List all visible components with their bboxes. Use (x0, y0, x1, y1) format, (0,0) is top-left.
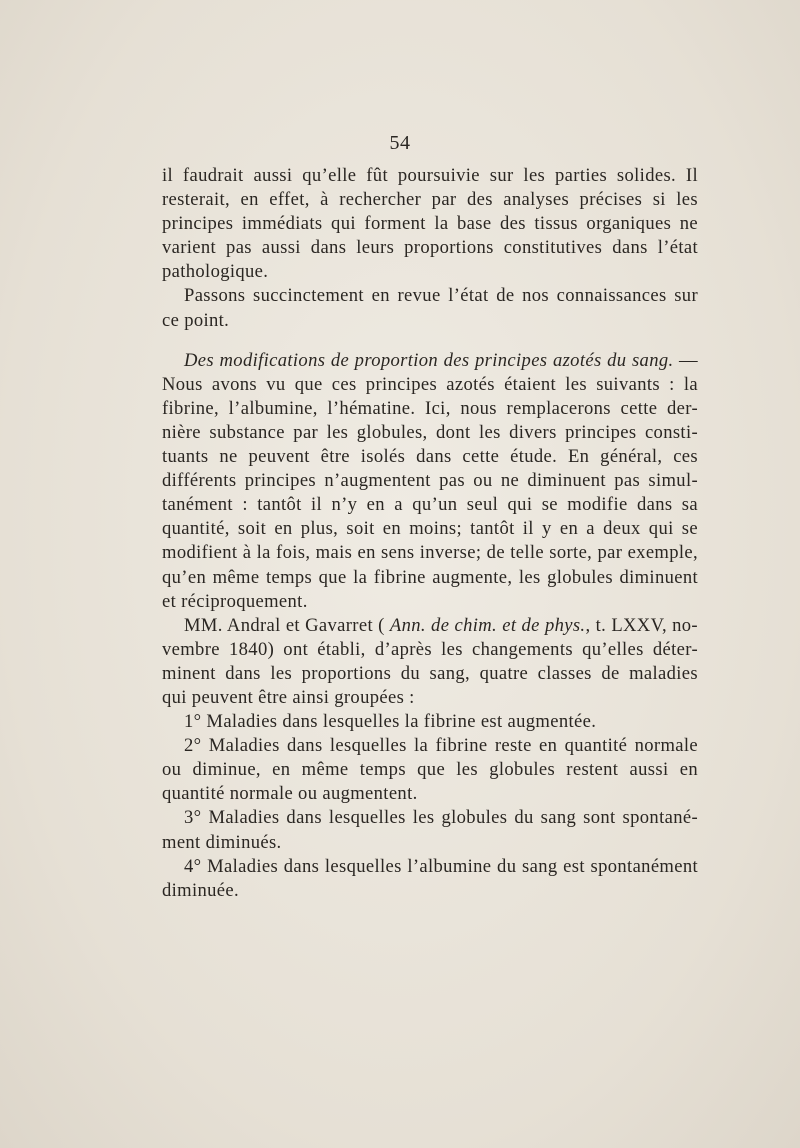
text-line: resterait, en effet, à rechercher par des analyses précises si les (162, 189, 698, 211)
heading-dash: — (673, 349, 698, 371)
citation-suffix: , t. LXXV, no- (585, 614, 698, 636)
list-item (162, 806, 698, 854)
page-number: 54 (389, 132, 411, 154)
text-line: modifient à la fois, mais en sens inverse; de telle sorte, par exemple, (162, 542, 698, 564)
text-line: ou diminue, en même temps que les globules restent aussi en (162, 759, 698, 781)
paragraph (162, 164, 698, 284)
body-text (162, 164, 698, 903)
text-line: tuants ne peuvent être isolés dans cette étude. En général, ces (162, 446, 698, 468)
section-paragraph (162, 349, 698, 614)
section-heading: Des modifications de proportion des principes azotés du sang. (184, 349, 674, 371)
text-line: il faudrait aussi qu’elle fût poursuivie sur les parties solides. Il (162, 165, 698, 186)
list-item (162, 855, 698, 903)
text-line: Nous avons vu que ces principes azotés étaient les suivants : la (162, 373, 698, 395)
paragraph (162, 284, 698, 332)
text-line: 3° Maladies dans lesquelles les globules du sang sont spontané- (184, 807, 698, 829)
text-line (162, 349, 698, 373)
text-line (162, 614, 698, 638)
text-line: ce point. (162, 309, 230, 331)
list-item (162, 710, 698, 734)
text-line: différents principes n’augmentent pas ou ne diminuent pas simul- (162, 470, 698, 492)
text-line: 4° Maladies dans lesquelles l’albumine du sang est spontanément (184, 855, 698, 877)
text-line: ment diminués. (162, 831, 282, 853)
paragraph (162, 614, 698, 710)
text-line: minent dans les proportions du sang, quatre classes de maladies (162, 662, 698, 684)
citation-prefix: MM. Andral et Gavarret ( (184, 614, 390, 636)
citation-journal: Ann. de chim. et de phys. (389, 614, 586, 636)
text-line: 2° Maladies dans lesquelles la fibrine reste en quantité normale (184, 735, 698, 757)
text-line: qui peuvent être ainsi groupées : (162, 686, 415, 708)
text-line: et réciproquement. (162, 590, 308, 612)
text-line: varient pas aussi dans leurs proportions constitutives dans l’état (162, 237, 698, 259)
text-line: tanément : tantôt il n’y en a qu’un seul qui se modifie dans sa (162, 494, 698, 516)
text-line: quantité, soit en plus, soit en moins; tantôt il y en a deux qui se (162, 518, 698, 540)
text-line: nière substance par les globules, dont les divers principes consti- (162, 421, 698, 443)
text-line: vembre 1840) ont établi, d’après les changements qu’elles déter- (162, 638, 698, 660)
text-line: principes immédiats qui forment la base des tissus organiques ne (162, 213, 698, 235)
text-line: quantité normale ou augmentent. (162, 783, 418, 805)
list-item (162, 734, 698, 806)
text-line: diminuée. (162, 879, 239, 901)
text-line: fibrine, l’albumine, l’hématine. Ici, nous remplacerons cette der- (162, 397, 698, 419)
text-line: 1° Maladies dans lesquelles la fibrine est augmentée. (184, 711, 597, 733)
text-line: pathologique. (162, 261, 269, 283)
text-line: Passons succinctement en revue l’état de nos connaissances sur (184, 285, 698, 307)
text-line: qu’en même temps que la fibrine augmente, les globules diminuent (162, 566, 698, 588)
